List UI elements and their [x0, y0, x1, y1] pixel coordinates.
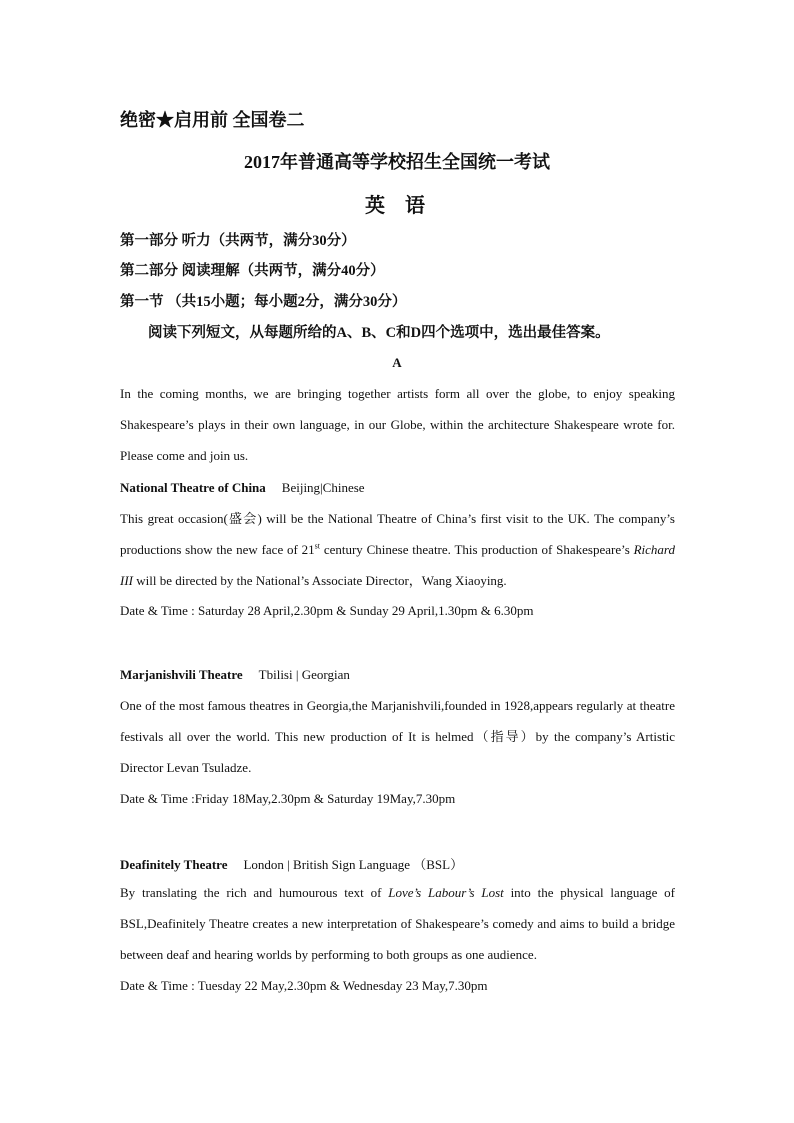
subject-title: 英语: [365, 195, 445, 217]
theatre-heading: [120, 854, 463, 873]
description-text: This great occasion(盛会) will be the National Theatre of China’s first visit to the UK. The company’s productions show the new face of 21: [120, 511, 675, 557]
description-text: into the physical language of BSL,Deafinitely Theatre creates a new interpretation of Shakespeare’s comedy and aims to build a bridge between deaf and hearing worlds by performing to both groups as one audience.: [120, 885, 675, 962]
reading-instruction: 阅读下列短文，从每题所给的A、B、C和D四个选项中，选出最佳答案。: [148, 325, 610, 341]
play-title: Love’s Labour’s Lost: [388, 885, 504, 900]
part-one-heading: 第一部分 听力（共两节，满分30分）: [120, 233, 356, 249]
section-one-heading: 第一节 （共15小题；每小题2分，满分30分）: [120, 294, 407, 310]
theatre-location-language: London | British Sign Language （BSL）: [243, 857, 464, 872]
theatre-description: [120, 503, 675, 596]
theatre-description: [120, 877, 675, 970]
passage-intro: In the coming months, we are bringing together artists form all over the globe, to enjoy speaking Shakespeare’s plays in their own language, in our Globe, within the architecture Shakespeare wrote for. Please come and join us.: [120, 386, 675, 463]
theatre-name: Deafinitely Theatre: [120, 857, 228, 872]
theatre-description: One of the most famous theatres in Georgia,the Marjanishvili,founded in 1928,appears regularly at theatre festivals all over the world. This new production of It is helmed（指导）by the company’s Artistic Director Levan Tsuladze.: [120, 698, 675, 775]
description-text: century Chinese theatre. This production of Shakespeare’s: [320, 542, 634, 557]
theatre-heading: [120, 480, 365, 496]
part-two-heading: 第二部分 阅读理解（共两节，满分40分）: [120, 263, 385, 279]
theatre-datetime: Date & Time : Tuesday 22 May,2.30pm & Wednesday 23 May,7.30pm: [120, 978, 488, 993]
superscript-text: st: [314, 541, 321, 551]
play-title: Richard III: [120, 542, 675, 588]
confidential-label: 绝密★启用前 全国卷二: [120, 110, 305, 130]
passage-letter: A: [392, 355, 402, 370]
theatre-location-language: Beijing|Chinese: [281, 480, 365, 495]
theatre-name: National Theatre of China: [120, 480, 266, 495]
exam-title: 2017年普通高等学校招生全国统一考试: [244, 152, 550, 172]
theatre-datetime: Date & Time : Saturday 28 April,2.30pm & Sunday 29 April,1.30pm & 6.30pm: [120, 603, 534, 618]
theatre-name: Marjanishvili Theatre: [120, 667, 243, 682]
theatre-location-language: Tbilisi | Georgian: [258, 667, 350, 682]
theatre-heading: [120, 667, 350, 683]
description-text: will be directed by the National’s Associate Director，Wang Xiaoying.: [133, 573, 507, 588]
description-text: By translating the rich and humourous text of: [120, 885, 389, 900]
theatre-datetime: Date & Time :Friday 18May,2.30pm & Saturday 19May,7.30pm: [120, 791, 456, 806]
